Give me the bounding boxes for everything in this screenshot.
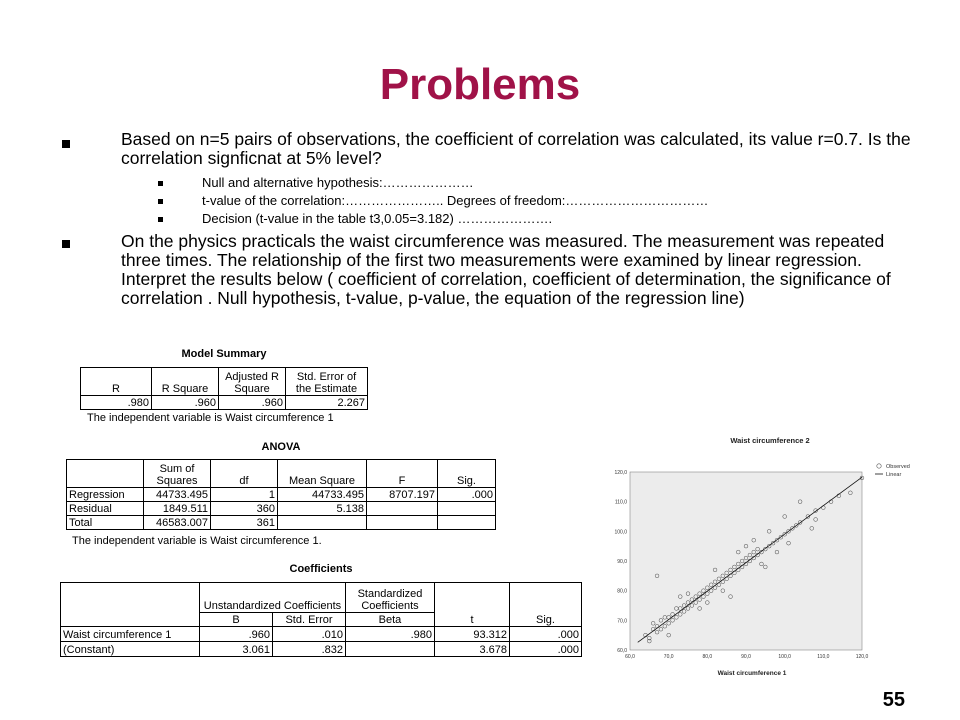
x-tick-label: 60,0: [625, 654, 635, 660]
cell-sig: [438, 516, 496, 530]
cell-ss: 44733.495: [144, 488, 211, 502]
row-label: Waist circumference 1: [61, 627, 200, 642]
cell-f: 8707.197: [367, 488, 438, 502]
cell-ms: 5.138: [278, 502, 367, 516]
legend-observed-label: Observed: [886, 464, 910, 470]
header-sig: Sig.: [438, 460, 496, 488]
header-beta: Beta: [346, 613, 435, 627]
cell-t: 3.678: [435, 642, 510, 657]
row-label: Total: [67, 516, 144, 530]
y-tick-label: 80,0: [617, 588, 627, 595]
header-standardized: Standardized Coefficients: [346, 583, 435, 613]
bullet-marker: [62, 240, 70, 248]
slide-title: Problems: [379, 60, 581, 109]
cell-ss: 46583.007: [144, 516, 211, 530]
cell-ss: 1849.511: [144, 502, 211, 516]
model-summary-footnote: The independent variable is Waist circumference 1: [87, 412, 334, 424]
anova-footnote: The independent variable is Waist circumference 1.: [72, 535, 322, 547]
header-b: B: [200, 613, 273, 627]
header-mean-square: Mean Square: [278, 460, 367, 488]
cell-df: 1: [211, 488, 278, 502]
header-std-error: Std. Error of the Estimate: [286, 368, 368, 396]
header-sig: Sig.: [510, 583, 582, 627]
header-t: t: [435, 583, 510, 627]
value-adj-r-square: .960: [219, 396, 286, 410]
sub-item-t-value: t-value of the correlation:………………….. Degrees of freedom:……………………………: [202, 193, 709, 208]
value-r-square: .960: [152, 396, 219, 410]
cell-b: .960: [200, 627, 273, 642]
header-adj-r-square: Adjusted R Square: [219, 368, 286, 396]
y-tick-label: 70,0: [617, 618, 627, 625]
cell-se: .832: [273, 642, 346, 657]
header-df: df: [211, 460, 278, 488]
model-summary-title: Model Summary: [181, 348, 267, 360]
cell-b: 3.061: [200, 642, 273, 657]
coefficients-title: Coefficients: [289, 563, 353, 575]
header-sum-squares: Sum of Squares: [144, 460, 211, 488]
header-f: F: [367, 460, 438, 488]
x-tick-label: 90,0: [741, 654, 751, 660]
header-r-square: R Square: [152, 368, 219, 396]
legend-linear-label: Linear: [886, 472, 902, 478]
x-tick-label: 120,0: [855, 654, 869, 660]
legend-observed-icon: [877, 464, 881, 468]
sub-bullet-marker: [158, 217, 163, 222]
model-summary-table: [80, 367, 368, 410]
sub-bullet-marker: [158, 181, 163, 186]
cell-beta: [346, 642, 435, 657]
x-tick-label: 80,0: [702, 654, 713, 660]
header-unstandardized: Unstandardized Coefficients: [200, 583, 346, 613]
sub-bullet-marker: [158, 199, 163, 204]
x-tick-label: 110,0: [817, 654, 830, 660]
y-tick-label: 90,0: [617, 559, 627, 565]
cell-se: .010: [273, 627, 346, 642]
value-r: .980: [81, 396, 152, 410]
x-tick-label: 70,0: [663, 654, 674, 660]
problem-2-text: On the physics practicals the waist circumference was measured. The measurement was repeated three times. The relationship of the first two measurements were examined by linear regression. Interpret the results below ( coefficient of correlation, coefficient of determination, the significance of correlation . Null hypothesis, t-value, p-value, the equation of the regression line): [121, 231, 891, 308]
value-std-error: 2.267: [286, 396, 368, 410]
cell-ms: 44733.495: [278, 488, 367, 502]
anova-table: [66, 459, 496, 530]
plot-area: [630, 472, 862, 650]
cell-f: [367, 502, 438, 516]
x-axis-label: Waist circumference 1: [717, 670, 787, 677]
header-std-error: Std. Error: [273, 613, 346, 627]
cell-df: 361: [211, 516, 278, 530]
cell-ms: [278, 516, 367, 530]
cell-sig: .000: [510, 642, 582, 657]
sub-item-decision: Decision (t-value in the table t3,0.05=3.182) ………………….: [202, 211, 553, 226]
y-tick-label: 60,0: [617, 648, 627, 654]
chart-title: Waist circumference 2: [730, 436, 810, 445]
cell-beta: .980: [346, 627, 435, 642]
cell-sig: .000: [510, 627, 582, 642]
coefficients-table: [60, 582, 582, 657]
y-tick-label: 110,0: [614, 499, 627, 506]
problem-1-text: Based on n=5 pairs of observations, the coefficient of correlation was calculated, its value r=0.7. Is the correlation signficnat at 5% level?: [121, 129, 911, 168]
page-number: 55: [882, 689, 905, 711]
coef-corner: [61, 583, 200, 627]
y-tick-label: 100,0: [614, 529, 627, 536]
scatter-plot: [596, 432, 936, 682]
x-tick-label: 100,0: [778, 654, 791, 660]
row-label: Regression: [67, 488, 144, 502]
anova-title: ANOVA: [261, 441, 301, 453]
cell-f: [367, 516, 438, 530]
row-label: (Constant): [61, 642, 200, 657]
cell-df: 360: [211, 502, 278, 516]
anova-corner: [67, 460, 144, 488]
cell-t: 93.312: [435, 627, 510, 642]
sub-item-hypothesis: Null and alternative hypothesis:…………………: [202, 175, 474, 190]
header-r: R: [81, 368, 152, 396]
bullet-marker: [62, 140, 70, 148]
cell-sig: [438, 502, 496, 516]
row-label: Residual: [67, 502, 144, 516]
y-tick-label: 120,0: [614, 470, 627, 476]
cell-sig: .000: [438, 488, 496, 502]
